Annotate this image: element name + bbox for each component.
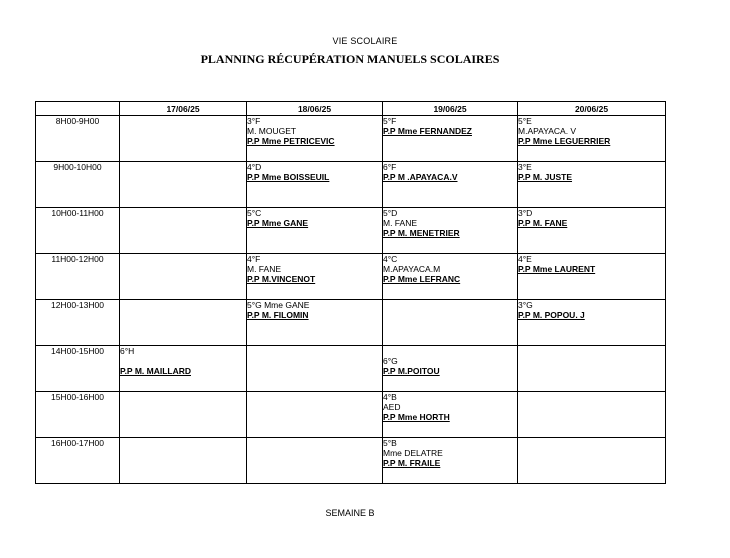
week-label: SEMAINE B [325,508,375,518]
head-teacher-line: P.P Mme LEGUERRIER [518,136,611,146]
head-teacher-line: P.P Mme PETRICEVIC [247,136,335,146]
schedule-cell [518,162,666,208]
schedule-cell [120,254,247,300]
cell-line: M. FANE [383,218,418,228]
cell-line: Mme DELATRE [383,448,443,458]
header-row [36,102,666,116]
page-title: PLANNING RÉCUPÉRATION MANUELS SCOLAIRES [200,52,500,66]
head-teacher-line: P.P Mme LAURENT [518,264,596,274]
schedule-cell [247,116,383,162]
schedule-cell [120,300,247,346]
schedule-cell [247,162,383,208]
schedule-cell [120,346,247,392]
table-row [36,346,666,392]
head-teacher-line: P.P M. FANE [518,218,568,228]
cell-line: 5°B [383,438,397,448]
cell-line: 3°E [518,162,532,172]
time-slot: 8H00-9H00 [36,116,120,162]
schedule-cell [383,208,518,254]
cell-line: M.APAYACA. V [518,126,577,136]
table-row [36,208,666,254]
schedule-cell [120,116,247,162]
time-slot: 9H00-10H00 [36,162,120,208]
schedule-cell [518,438,666,484]
schedule-cell [247,300,383,346]
table-row [36,162,666,208]
time-slot: 15H00-16H00 [36,392,120,438]
head-teacher-line: P.P M. JUSTE [518,172,573,182]
table-row [36,300,666,346]
cell-line [120,356,246,366]
table-row [36,116,666,162]
head-teacher-line: P.P M. FILOMIN [247,310,309,320]
time-slot: 11H00-12H00 [36,254,120,300]
column-header: 20/06/25 [518,102,666,116]
schedule-cell [383,162,518,208]
schedule-cell [383,392,518,438]
head-teacher-line: P.P M.POITOU [383,366,440,376]
schedule-cell [383,346,518,392]
cell-line: 6°F [383,162,397,172]
schedule-cell [247,392,383,438]
cell-line: 5°E [518,116,532,126]
head-teacher-line: P.P M. POPOU. J [518,310,585,320]
head-teacher-line: P.P M .APAYACA.V [383,172,458,182]
cell-line: 5°D [383,208,398,218]
column-header: 17/06/25 [120,102,247,116]
schedule-cell [518,116,666,162]
schedule-cell [120,162,247,208]
cell-line: 5°C [247,208,262,218]
cell-line: 6°G [383,356,398,366]
schedule-cell [518,392,666,438]
cell-line: M.APAYACA.M [383,264,441,274]
schedule-cell [518,300,666,346]
schedule-cell [383,116,518,162]
cell-line: 3°G [518,300,533,310]
column-header: 19/06/25 [383,102,518,116]
cell-line: 4°E [518,254,532,264]
schedule-cell [247,346,383,392]
planning-table [35,101,666,484]
section-label: VIE SCOLAIRE [332,36,398,46]
table-row [36,438,666,484]
cell-line: M. MOUGET [247,126,297,136]
schedule-cell [518,254,666,300]
time-slot: 14H00-15H00 [36,346,120,392]
planning-body [36,116,666,484]
schedule-cell [120,392,247,438]
schedule-cell [383,438,518,484]
cell-line: 4°B [383,392,397,402]
schedule-cell [247,208,383,254]
schedule-cell [120,438,247,484]
table-row [36,254,666,300]
cell-line: 4°F [247,254,261,264]
cell-line: 5°G Mme GANE [247,300,310,310]
time-slot: 12H00-13H00 [36,300,120,346]
cell-line [383,346,517,356]
cell-line: 3°D [518,208,533,218]
head-teacher-line: P.P Mme GANE [247,218,309,228]
time-slot: 10H00-11H00 [36,208,120,254]
head-teacher-line: P.P M.VINCENOT [247,274,316,284]
head-teacher-line: P.P Mme FERNANDEZ [383,126,472,136]
schedule-cell [518,208,666,254]
head-teacher-line: P.P Mme HORTH [383,412,450,422]
schedule-cell [247,254,383,300]
cell-line: 6°H [120,346,135,356]
head-teacher-line: P.P Mme BOISSEUIL [247,172,330,182]
corner-cell [36,102,120,116]
head-teacher-line: P.P Mme LEFRANC [383,274,461,284]
schedule-cell [383,300,518,346]
schedule-cell [120,208,247,254]
cell-line: AED [383,402,401,412]
cell-line: 5°F [383,116,397,126]
cell-line: M. FANE [247,264,282,274]
cell-line: 4°C [383,254,398,264]
schedule-cell [518,346,666,392]
cell-line: 3°F [247,116,261,126]
head-teacher-line: P.P M. MAILLARD [120,366,191,376]
cell-line: 4°D [247,162,262,172]
table-row [36,392,666,438]
schedule-cell [383,254,518,300]
column-header: 18/06/25 [247,102,383,116]
head-teacher-line: P.P M. MENETRIER [383,228,460,238]
schedule-cell [247,438,383,484]
head-teacher-line: P.P M. FRAILE [383,458,441,468]
time-slot: 16H00-17H00 [36,438,120,484]
